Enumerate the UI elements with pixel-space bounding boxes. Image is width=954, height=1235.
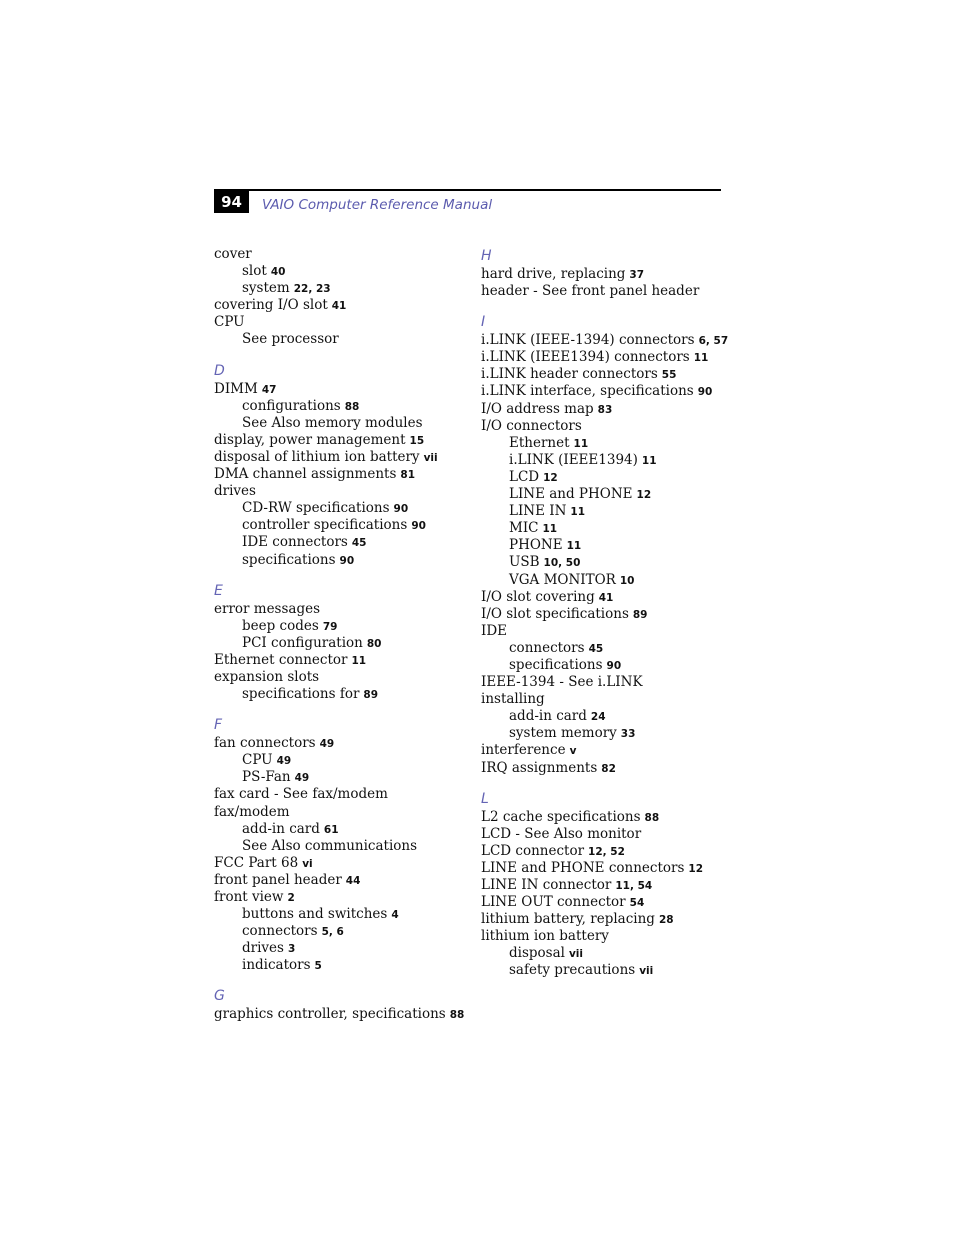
page-reference: 4 bbox=[391, 909, 399, 922]
entry-text: fax/modem bbox=[214, 803, 290, 820]
page-reference: 11, 54 bbox=[615, 880, 653, 892]
entry-text: cover bbox=[214, 246, 252, 262]
entry-text: See processor bbox=[242, 331, 339, 348]
page-reference: 15 bbox=[409, 434, 425, 447]
entry-text: i.LINK header connectors bbox=[481, 366, 658, 383]
index-subentry bbox=[481, 945, 741, 962]
entry-text: LCD - See Also monitor bbox=[481, 825, 642, 842]
entry-text: specifications for bbox=[242, 686, 360, 703]
index-entry bbox=[481, 860, 741, 877]
entry-text: fan connectors bbox=[214, 735, 316, 752]
entry-text: add-in card bbox=[509, 708, 587, 725]
index-entry bbox=[214, 669, 464, 686]
index-subentry bbox=[214, 398, 464, 415]
page-reference: 10, 50 bbox=[543, 557, 581, 570]
entry-text: I/O address map bbox=[481, 400, 594, 417]
entry-text: controller specifications bbox=[242, 517, 408, 534]
index-subentry bbox=[214, 686, 464, 703]
entry-text: Ethernet connector bbox=[214, 651, 348, 668]
page-reference: 40 bbox=[270, 266, 286, 279]
entry-text: USB bbox=[509, 554, 540, 571]
page-reference: 45 bbox=[351, 537, 367, 550]
index-subentry bbox=[481, 572, 741, 589]
entry-text: graphics controller, specifications bbox=[214, 1006, 446, 1023]
index-subentry bbox=[214, 500, 464, 517]
entry-text: buttons and switches bbox=[242, 906, 388, 923]
page-reference: 3 bbox=[287, 943, 296, 956]
index-subentry bbox=[214, 957, 464, 974]
index-entry bbox=[214, 483, 464, 500]
section-letter: D bbox=[214, 362, 225, 379]
index-entry bbox=[481, 283, 741, 300]
page-reference: 89 bbox=[632, 608, 648, 621]
section-letter: I bbox=[481, 314, 486, 331]
index-entry bbox=[214, 735, 464, 752]
index-entry bbox=[481, 366, 741, 383]
index-entry bbox=[481, 809, 741, 826]
section-letter: G bbox=[214, 988, 225, 1005]
page-reference: 5, 6 bbox=[321, 926, 344, 939]
entry-text: LINE and PHONE bbox=[509, 486, 633, 503]
index-subentry bbox=[214, 552, 464, 569]
index-subentry bbox=[481, 520, 741, 537]
page-reference: 90 bbox=[411, 520, 426, 533]
index-entry bbox=[214, 889, 464, 906]
page-reference: 54 bbox=[629, 897, 645, 910]
index-entry bbox=[214, 804, 464, 821]
entry-text: LINE OUT connector bbox=[481, 894, 626, 911]
entry-text: MIC bbox=[509, 520, 539, 537]
page-reference: 90 bbox=[393, 503, 409, 516]
entry-text: drives bbox=[214, 483, 256, 500]
index-subentry bbox=[214, 923, 464, 940]
page-reference: 55 bbox=[661, 369, 677, 382]
index-entry bbox=[214, 381, 464, 398]
page-reference: 44 bbox=[345, 874, 361, 887]
entry-text: LCD bbox=[509, 468, 540, 485]
entry-text: PS-Fan bbox=[242, 769, 291, 786]
index-subentry bbox=[481, 708, 741, 725]
index-subentry bbox=[481, 452, 741, 469]
section-letter: E bbox=[214, 582, 223, 599]
index-entry bbox=[214, 652, 464, 669]
page-reference: 24 bbox=[590, 711, 606, 724]
page-number: 94 bbox=[214, 191, 249, 213]
page-reference: 10 bbox=[619, 574, 635, 587]
entry-text: i.LINK (IEEE1394) bbox=[509, 451, 638, 468]
page-reference: vii bbox=[568, 948, 583, 961]
page-reference: 88 bbox=[449, 1009, 465, 1022]
entry-text: front view bbox=[214, 889, 284, 905]
page-reference: 37 bbox=[629, 269, 645, 281]
entry-text: interference bbox=[481, 742, 566, 759]
entry-text: DMA channel assignments bbox=[214, 466, 397, 483]
page-reference: 90 bbox=[339, 554, 355, 567]
page-reference: 90 bbox=[697, 386, 713, 399]
index-subentry bbox=[214, 280, 464, 297]
page-reference: 83 bbox=[597, 403, 613, 416]
entry-text: i.LINK interface, specifications bbox=[481, 383, 694, 400]
index-subentry bbox=[481, 554, 741, 571]
index-entry bbox=[214, 855, 464, 872]
entry-text: display, power management bbox=[214, 431, 406, 448]
page-reference: 6, 57 bbox=[698, 335, 729, 348]
entry-text: CPU bbox=[214, 314, 245, 331]
page-reference: 49 bbox=[276, 755, 292, 768]
index-entry bbox=[481, 349, 741, 366]
page-reference: 11 bbox=[542, 523, 558, 536]
page-reference: 11 bbox=[693, 352, 709, 365]
index-subentry bbox=[481, 486, 741, 503]
index-subentry bbox=[214, 415, 464, 432]
entry-text: specifications bbox=[242, 551, 336, 568]
header-rule bbox=[214, 189, 721, 191]
entry-text: installing bbox=[481, 691, 545, 708]
index-subentry bbox=[481, 657, 741, 674]
index-subentry bbox=[481, 725, 741, 742]
entry-text: PCI configuration bbox=[242, 634, 363, 651]
page-reference: 49 bbox=[294, 772, 310, 785]
index-entry bbox=[481, 589, 741, 606]
entry-text: L2 cache specifications bbox=[481, 808, 641, 825]
entry-text: slot bbox=[242, 263, 267, 280]
entry-text: system bbox=[242, 280, 290, 297]
index-entry bbox=[481, 401, 741, 418]
page-reference: 90 bbox=[606, 659, 622, 672]
index-entry bbox=[481, 928, 741, 945]
index-subentry bbox=[481, 503, 741, 520]
entry-text: i.LINK (IEEE1394) connectors bbox=[481, 349, 690, 366]
entry-text: configurations bbox=[242, 397, 341, 414]
entry-text: disposal bbox=[509, 945, 565, 962]
entry-text: LCD connector bbox=[481, 842, 585, 859]
entry-text: CPU bbox=[242, 752, 273, 769]
index-entry bbox=[481, 877, 741, 894]
page-reference: 11 bbox=[573, 437, 589, 450]
page-reference: 89 bbox=[363, 689, 379, 702]
index-subentry bbox=[481, 640, 741, 657]
index-entry bbox=[481, 332, 741, 349]
index-subentry bbox=[214, 534, 464, 551]
entry-text: i.LINK (IEEE-1394) connectors bbox=[481, 332, 695, 349]
entry-text: header - See front panel header bbox=[481, 283, 700, 300]
entry-text: safety precautions bbox=[509, 962, 636, 979]
page-reference: 88 bbox=[644, 811, 660, 824]
entry-text: CD-RW specifications bbox=[242, 500, 390, 517]
index-subentry bbox=[481, 435, 741, 452]
entry-text: I/O slot specifications bbox=[481, 605, 629, 622]
index-entry bbox=[214, 432, 464, 449]
page-reference: 28 bbox=[658, 914, 674, 927]
index-entry bbox=[481, 418, 741, 435]
entry-text: fax card - See fax/modem bbox=[214, 786, 388, 803]
entry-text: specifications bbox=[509, 656, 603, 673]
page-reference: 61 bbox=[323, 823, 339, 836]
index-entry bbox=[214, 314, 464, 331]
page-reference: 12 bbox=[543, 471, 558, 484]
entry-text: lithium ion battery bbox=[481, 928, 609, 945]
page-reference: 33 bbox=[620, 728, 636, 741]
entry-text: IDE bbox=[481, 622, 508, 639]
page-reference: 11 bbox=[351, 654, 367, 667]
entry-text: connectors bbox=[242, 923, 318, 940]
entry-text: drives bbox=[242, 940, 284, 957]
index-column-right bbox=[481, 246, 741, 980]
page-reference: v bbox=[569, 745, 577, 758]
entry-text: connectors bbox=[509, 639, 585, 656]
entry-text: lithium battery, replacing bbox=[481, 911, 655, 928]
index-subentry bbox=[481, 469, 741, 486]
page-reference: 81 bbox=[400, 469, 416, 482]
page-reference: vi bbox=[302, 857, 313, 870]
index-entry bbox=[214, 786, 464, 803]
index-subentry bbox=[214, 940, 464, 957]
index-subentry bbox=[214, 517, 464, 534]
page-reference: vii bbox=[423, 451, 438, 464]
entry-text: hard drive, replacing bbox=[481, 266, 626, 282]
index-entry bbox=[481, 606, 741, 623]
index-entry bbox=[481, 760, 741, 777]
entry-text: I/O connectors bbox=[481, 417, 582, 434]
index-subentry bbox=[214, 821, 464, 838]
entry-text: LINE IN connector bbox=[481, 877, 612, 893]
index-entry bbox=[481, 691, 741, 708]
running-title: VAIO Computer Reference Manual bbox=[262, 197, 493, 213]
index-entry bbox=[214, 449, 464, 466]
entry-text: IEEE-1394 - See i.LINK bbox=[481, 674, 643, 691]
page-reference: 45 bbox=[588, 642, 604, 655]
index-entry bbox=[481, 843, 741, 860]
page-reference: 41 bbox=[598, 591, 614, 604]
page-reference: 11 bbox=[570, 506, 586, 519]
section-letter: L bbox=[481, 790, 489, 807]
page-reference: 82 bbox=[601, 762, 616, 775]
entry-text: system memory bbox=[509, 725, 617, 742]
index-entry bbox=[481, 674, 741, 691]
index-entry bbox=[214, 297, 464, 314]
index-entry bbox=[481, 911, 741, 928]
page-reference: 47 bbox=[261, 383, 277, 396]
entry-text: add-in card bbox=[242, 820, 320, 837]
entry-text: PHONE bbox=[509, 537, 563, 554]
page-reference: 79 bbox=[322, 620, 338, 633]
entry-text: LINE IN bbox=[509, 503, 567, 520]
page-reference: 80 bbox=[366, 637, 382, 650]
index-subentry bbox=[214, 331, 464, 348]
entry-text: beep codes bbox=[242, 617, 319, 634]
entry-text: See Also communications bbox=[242, 837, 418, 854]
index-column-left bbox=[214, 246, 464, 1024]
entry-text: VGA MONITOR bbox=[509, 571, 616, 588]
index-entry bbox=[481, 266, 741, 283]
index-subentry bbox=[214, 752, 464, 769]
entry-text: error messages bbox=[214, 600, 321, 617]
index-entry bbox=[214, 872, 464, 889]
index-subentry bbox=[481, 537, 741, 554]
index-entry bbox=[214, 466, 464, 483]
entry-text: See Also memory modules bbox=[242, 414, 423, 431]
page-reference: 11 bbox=[566, 540, 582, 553]
index-entry bbox=[481, 623, 741, 640]
entry-text: LINE and PHONE connectors bbox=[481, 859, 685, 876]
section-letter: F bbox=[214, 717, 223, 734]
index-subentry bbox=[481, 962, 741, 979]
entry-text: DIMM bbox=[214, 380, 258, 397]
page-reference: 22, 23 bbox=[293, 283, 331, 296]
section-letter: H bbox=[481, 248, 492, 264]
index-subentry bbox=[214, 635, 464, 652]
page-reference: 5 bbox=[314, 960, 322, 973]
index-entry bbox=[481, 383, 741, 400]
entry-text: disposal of lithium ion battery bbox=[214, 448, 420, 465]
index-entry bbox=[481, 742, 741, 759]
index-subentry bbox=[214, 618, 464, 635]
entry-text: Ethernet bbox=[509, 434, 570, 451]
page-reference: 12, 52 bbox=[588, 845, 625, 858]
page-reference: 2 bbox=[287, 892, 295, 904]
page-reference: vii bbox=[639, 965, 654, 978]
page-reference: 11 bbox=[641, 454, 657, 467]
index-subentry bbox=[214, 906, 464, 923]
entry-text: IRQ assignments bbox=[481, 759, 598, 776]
entry-text: IDE connectors bbox=[242, 534, 348, 551]
entry-text: FCC Part 68 bbox=[214, 854, 299, 871]
index-entry bbox=[214, 246, 464, 263]
index-entry bbox=[214, 601, 464, 618]
entry-text: indicators bbox=[242, 957, 311, 974]
entry-text: front panel header bbox=[214, 871, 342, 888]
entry-text: I/O slot covering bbox=[481, 588, 595, 605]
page-reference: 88 bbox=[344, 400, 360, 413]
index-entry bbox=[481, 826, 741, 843]
page-reference: 49 bbox=[319, 738, 335, 751]
entry-text: covering I/O slot bbox=[214, 297, 328, 314]
index-subentry bbox=[214, 769, 464, 786]
index-entry bbox=[481, 894, 741, 911]
page-reference: 12 bbox=[688, 862, 704, 875]
entry-text: expansion slots bbox=[214, 668, 320, 685]
index-subentry bbox=[214, 838, 464, 855]
index-entry bbox=[214, 1006, 464, 1023]
index-subentry bbox=[214, 263, 464, 280]
page-reference: 41 bbox=[331, 300, 347, 313]
page-reference: 12 bbox=[636, 489, 652, 502]
